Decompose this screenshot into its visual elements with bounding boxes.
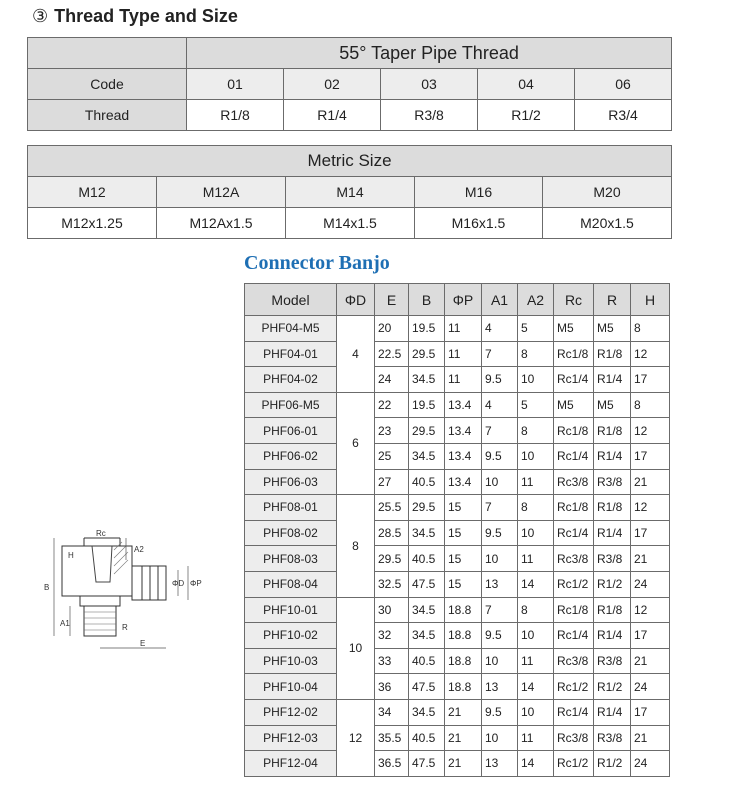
model-cell: PHF12-04	[245, 751, 337, 777]
taper-header-row	[28, 38, 672, 69]
cell-a1: 10	[482, 546, 518, 572]
model-cell: PHF10-03	[245, 648, 337, 674]
cell-b: 34.5	[409, 623, 445, 649]
cell-a1: 13	[482, 751, 518, 777]
cell-b: 29.5	[409, 418, 445, 444]
cell-a2: 14	[518, 571, 554, 597]
section-title	[32, 6, 238, 27]
cell-p: 13.4	[445, 392, 482, 418]
metric-code-cell: M14	[286, 177, 415, 208]
model-cell: PHF12-02	[245, 699, 337, 725]
model-cell: PHF06-02	[245, 443, 337, 469]
metric-code-cell: M20	[543, 177, 672, 208]
phi-d-cell: 4	[337, 316, 375, 393]
cell-b: 40.5	[409, 725, 445, 751]
cell-e: 27	[375, 469, 409, 495]
cell-p: 18.8	[445, 623, 482, 649]
model-cell: PHF04-02	[245, 367, 337, 393]
cell-e: 22.5	[375, 341, 409, 367]
code-cell: 03	[381, 69, 478, 100]
metric-header-row	[28, 146, 672, 177]
col-header-h: H	[631, 284, 670, 316]
cell-e: 30	[375, 597, 409, 623]
thread-cell: R1/2	[478, 100, 575, 131]
cell-r: R1/4	[594, 367, 631, 393]
cell-e: 34	[375, 699, 409, 725]
metric-code-cell: M16	[415, 177, 543, 208]
cell-e: 25.5	[375, 495, 409, 521]
table-row	[245, 392, 670, 418]
taper-header: 55° Taper Pipe Thread	[187, 38, 672, 69]
thread-label: Thread	[28, 100, 187, 131]
phi-d-cell: 12	[337, 699, 375, 776]
cell-p: 21	[445, 751, 482, 777]
cell-b: 29.5	[409, 495, 445, 521]
code-cell: 02	[284, 69, 381, 100]
cell-rc: Rc3/8	[554, 546, 594, 572]
drawing-tube-fitting	[132, 566, 166, 600]
cell-p: 11	[445, 316, 482, 342]
cell-a1: 7	[482, 341, 518, 367]
cell-r: R1/2	[594, 674, 631, 700]
cell-b: 47.5	[409, 571, 445, 597]
cell-p: 15	[445, 546, 482, 572]
cell-e: 28.5	[375, 520, 409, 546]
cell-a1: 13	[482, 674, 518, 700]
cell-a2: 10	[518, 443, 554, 469]
thread-cell: R3/8	[381, 100, 478, 131]
table-row	[245, 546, 670, 572]
cell-a1: 9.5	[482, 699, 518, 725]
label-phi-d: ΦD	[172, 579, 185, 588]
metric-header: Metric Size	[28, 146, 672, 177]
phi-d-cell: 6	[337, 392, 375, 494]
label-a2: A2	[134, 545, 144, 554]
table-row	[245, 648, 670, 674]
table-row	[245, 495, 670, 521]
cell-a2: 10	[518, 520, 554, 546]
banjo-technical-drawing	[40, 530, 200, 665]
col-header-rc: Rc	[554, 284, 594, 316]
cell-h: 24	[631, 751, 670, 777]
cell-rc: Rc1/4	[554, 520, 594, 546]
table-row	[245, 674, 670, 700]
cell-a1: 10	[482, 469, 518, 495]
phi-d-cell: 8	[337, 495, 375, 597]
table-row	[245, 520, 670, 546]
col-header-model: Model	[245, 284, 337, 316]
cell-a2: 10	[518, 367, 554, 393]
cell-r: R3/8	[594, 546, 631, 572]
cell-rc: Rc1/4	[554, 443, 594, 469]
cell-a1: 10	[482, 648, 518, 674]
cell-b: 47.5	[409, 751, 445, 777]
cell-b: 40.5	[409, 469, 445, 495]
code-row	[28, 69, 672, 100]
cell-a1: 7	[482, 418, 518, 444]
cell-p: 15	[445, 495, 482, 521]
cell-h: 8	[631, 392, 670, 418]
cell-rc: Rc3/8	[554, 725, 594, 751]
model-cell: PHF08-03	[245, 546, 337, 572]
taper-thread-table	[27, 37, 672, 131]
cell-e: 33	[375, 648, 409, 674]
col-header-b: B	[409, 284, 445, 316]
cell-a1: 7	[482, 495, 518, 521]
cell-b: 40.5	[409, 546, 445, 572]
cell-e: 32	[375, 623, 409, 649]
cell-h: 12	[631, 495, 670, 521]
cell-a2: 8	[518, 597, 554, 623]
metric-size-cell: M14x1.5	[286, 208, 415, 239]
cell-h: 21	[631, 469, 670, 495]
col-header-r: R	[594, 284, 631, 316]
model-cell: PHF08-02	[245, 520, 337, 546]
cell-a1: 7	[482, 597, 518, 623]
table-row	[245, 725, 670, 751]
table-row	[245, 751, 670, 777]
cell-r: M5	[594, 316, 631, 342]
cell-rc: M5	[554, 392, 594, 418]
model-cell: PHF06-01	[245, 418, 337, 444]
cell-h: 12	[631, 418, 670, 444]
cell-p: 21	[445, 699, 482, 725]
table-row	[245, 418, 670, 444]
label-b: B	[44, 583, 50, 592]
cell-r: R1/8	[594, 495, 631, 521]
cell-rc: Rc1/4	[554, 367, 594, 393]
cell-e: 29.5	[375, 546, 409, 572]
metric-size-cell: M16x1.5	[415, 208, 543, 239]
cell-a2: 8	[518, 341, 554, 367]
cell-a2: 10	[518, 623, 554, 649]
metric-size-table	[27, 145, 672, 239]
model-cell: PHF08-04	[245, 571, 337, 597]
cell-r: R1/4	[594, 443, 631, 469]
metric-size-cell: M20x1.5	[543, 208, 672, 239]
cell-rc: Rc1/8	[554, 495, 594, 521]
cell-r: R3/8	[594, 725, 631, 751]
model-cell: PHF06-M5	[245, 392, 337, 418]
model-cell: PHF10-04	[245, 674, 337, 700]
model-cell: PHF12-03	[245, 725, 337, 751]
cell-rc: Rc3/8	[554, 469, 594, 495]
table-row	[245, 316, 670, 342]
cell-r: R1/4	[594, 699, 631, 725]
cell-a1: 13	[482, 571, 518, 597]
banjo-spec-table	[244, 283, 670, 777]
drawing-thread	[84, 606, 116, 636]
cell-rc: Rc1/2	[554, 751, 594, 777]
code-cell: 04	[478, 69, 575, 100]
cell-b: 34.5	[409, 520, 445, 546]
cell-e: 23	[375, 418, 409, 444]
cell-rc: Rc1/4	[554, 699, 594, 725]
cell-h: 17	[631, 443, 670, 469]
cell-h: 17	[631, 520, 670, 546]
section-number: ③	[32, 6, 49, 26]
table-row	[245, 443, 670, 469]
cell-r: R1/8	[594, 418, 631, 444]
cell-a1: 9.5	[482, 367, 518, 393]
cell-a2: 11	[518, 648, 554, 674]
model-cell: PHF10-01	[245, 597, 337, 623]
col-header-phi-p: ΦP	[445, 284, 482, 316]
cell-a2: 8	[518, 495, 554, 521]
metric-size-cell: M12Ax1.5	[157, 208, 286, 239]
cell-a2: 5	[518, 392, 554, 418]
cell-r: R1/4	[594, 623, 631, 649]
cell-p: 18.8	[445, 648, 482, 674]
cell-p: 11	[445, 367, 482, 393]
cell-rc: Rc1/2	[554, 674, 594, 700]
code-cell: 06	[575, 69, 672, 100]
label-h: H	[68, 551, 74, 560]
label-a1: A1	[60, 619, 70, 628]
cell-h: 21	[631, 546, 670, 572]
cell-p: 11	[445, 341, 482, 367]
cell-r: M5	[594, 392, 631, 418]
cell-a1: 9.5	[482, 623, 518, 649]
col-header-e: E	[375, 284, 409, 316]
thread-cell: R1/8	[187, 100, 284, 131]
cell-b: 40.5	[409, 648, 445, 674]
table-row	[245, 597, 670, 623]
cell-e: 25	[375, 443, 409, 469]
cell-rc: M5	[554, 316, 594, 342]
cell-h: 17	[631, 623, 670, 649]
cell-h: 21	[631, 648, 670, 674]
blank-cell	[28, 38, 187, 69]
cell-e: 22	[375, 392, 409, 418]
cell-b: 34.5	[409, 699, 445, 725]
cell-e: 36	[375, 674, 409, 700]
cell-b: 34.5	[409, 367, 445, 393]
section-title-text: Thread Type and Size	[54, 6, 238, 26]
cell-rc: Rc3/8	[554, 648, 594, 674]
thread-row	[28, 100, 672, 131]
cell-a1: 4	[482, 392, 518, 418]
cell-a2: 5	[518, 316, 554, 342]
table-row	[245, 699, 670, 725]
cell-a2: 10	[518, 699, 554, 725]
label-r: R	[122, 623, 128, 632]
cell-b: 47.5	[409, 674, 445, 700]
cell-a1: 4	[482, 316, 518, 342]
cell-h: 21	[631, 725, 670, 751]
cell-a2: 11	[518, 546, 554, 572]
phi-d-cell: 10	[337, 597, 375, 699]
model-cell: PHF08-01	[245, 495, 337, 521]
cell-b: 19.5	[409, 392, 445, 418]
cell-b: 29.5	[409, 341, 445, 367]
cell-rc: Rc1/2	[554, 571, 594, 597]
table-row	[245, 469, 670, 495]
cell-h: 12	[631, 597, 670, 623]
cell-p: 21	[445, 725, 482, 751]
cell-p: 15	[445, 571, 482, 597]
cell-r: R3/8	[594, 648, 631, 674]
cell-e: 20	[375, 316, 409, 342]
cell-e: 24	[375, 367, 409, 393]
model-cell: PHF10-02	[245, 623, 337, 649]
model-cell: PHF04-01	[245, 341, 337, 367]
cell-rc: Rc1/4	[554, 623, 594, 649]
cell-rc: Rc1/8	[554, 341, 594, 367]
cell-p: 18.8	[445, 597, 482, 623]
metric-size-row	[28, 208, 672, 239]
banjo-body	[245, 316, 670, 777]
cell-p: 13.4	[445, 418, 482, 444]
cell-r: R1/2	[594, 751, 631, 777]
cell-h: 17	[631, 699, 670, 725]
cell-p: 13.4	[445, 443, 482, 469]
cell-e: 32.5	[375, 571, 409, 597]
cell-b: 34.5	[409, 443, 445, 469]
metric-code-row	[28, 177, 672, 208]
cell-b: 19.5	[409, 316, 445, 342]
cell-h: 8	[631, 316, 670, 342]
cell-p: 15	[445, 520, 482, 546]
cell-a1: 9.5	[482, 520, 518, 546]
cell-h: 24	[631, 674, 670, 700]
cell-p: 18.8	[445, 674, 482, 700]
table-row	[245, 341, 670, 367]
cell-h: 24	[631, 571, 670, 597]
cell-rc: Rc1/8	[554, 597, 594, 623]
table-row	[245, 623, 670, 649]
model-cell: PHF04-M5	[245, 316, 337, 342]
cell-p: 13.4	[445, 469, 482, 495]
table-row	[245, 367, 670, 393]
cell-a2: 11	[518, 725, 554, 751]
thread-cell: R1/4	[284, 100, 381, 131]
banjo-title: Connector Banjo	[244, 252, 390, 274]
cell-e: 35.5	[375, 725, 409, 751]
code-cell: 01	[187, 69, 284, 100]
thread-cell: R3/4	[575, 100, 672, 131]
cell-e: 36.5	[375, 751, 409, 777]
cell-h: 12	[631, 341, 670, 367]
metric-code-cell: M12A	[157, 177, 286, 208]
cell-a1: 10	[482, 725, 518, 751]
model-cell: PHF06-03	[245, 469, 337, 495]
col-header-a1: A1	[482, 284, 518, 316]
cell-a2: 11	[518, 469, 554, 495]
label-phi-p: ΦP	[190, 579, 202, 588]
cell-a2: 14	[518, 751, 554, 777]
banjo-header-row	[245, 284, 670, 316]
cell-r: R1/8	[594, 597, 631, 623]
col-header-a2: A2	[518, 284, 554, 316]
col-header-phi-d: ΦD	[337, 284, 375, 316]
cell-r: R1/8	[594, 341, 631, 367]
label-e: E	[140, 639, 146, 648]
cell-b: 34.5	[409, 597, 445, 623]
label-rc: Rc	[96, 529, 106, 538]
cell-a1: 9.5	[482, 443, 518, 469]
cell-r: R3/8	[594, 469, 631, 495]
cell-r: R1/4	[594, 520, 631, 546]
cell-h: 17	[631, 367, 670, 393]
table-row	[245, 571, 670, 597]
cell-r: R1/2	[594, 571, 631, 597]
cell-rc: Rc1/8	[554, 418, 594, 444]
metric-code-cell: M12	[28, 177, 157, 208]
cell-a2: 8	[518, 418, 554, 444]
code-label: Code	[28, 69, 187, 100]
metric-size-cell: M12x1.25	[28, 208, 157, 239]
cell-a2: 14	[518, 674, 554, 700]
